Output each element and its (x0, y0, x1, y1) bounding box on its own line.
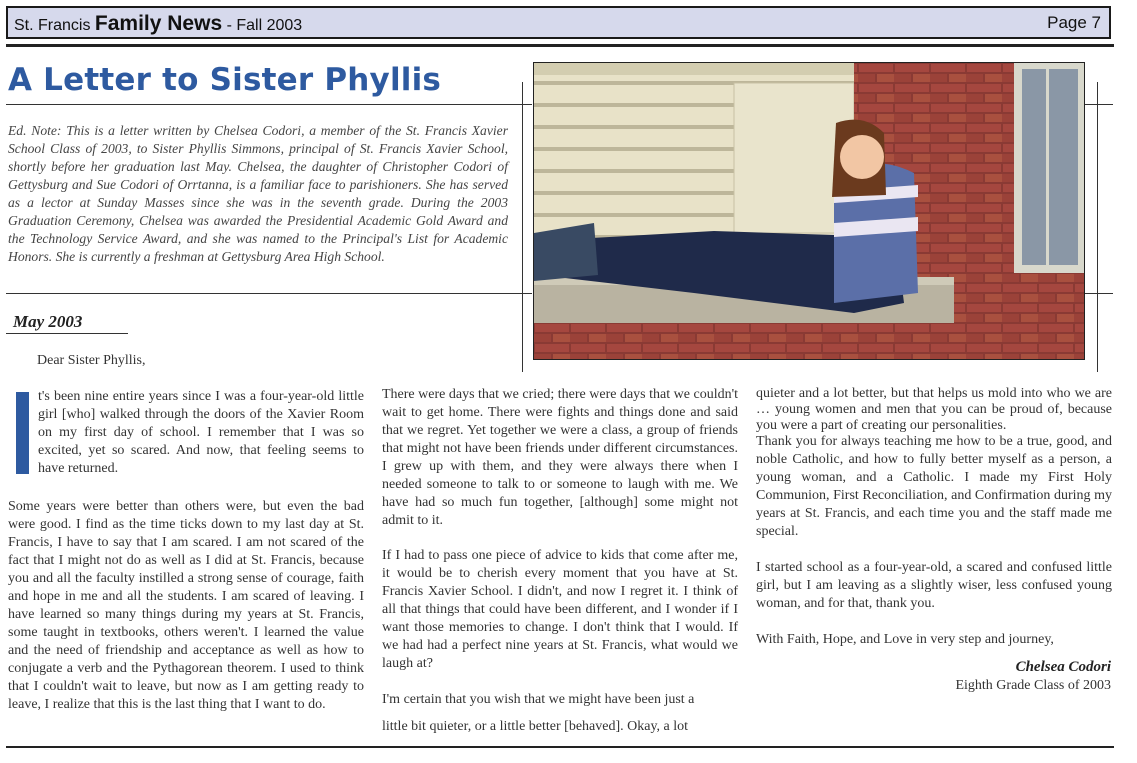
column3-paragraph2: Thank you for always teaching me how to be a true, good, and noble Catholic, and how to fully better myself as a person, a young woman, and a Catholic. I made my First Holy Communion, First Reconciliation, and Confirmation during my years at St. Francis, and each time you and the staff made me special. (756, 434, 1112, 539)
photo-crop-mark-top (1085, 104, 1113, 105)
column1-paragraph2: Some years were better than others were, but even the bad were good. I find as the time ticks down to my last day at St. Francis, I have to say that I am scared. I am not scared of the fact that I might not do as well as I did at St. Francis, because you and all the faculty instilled a strong sense of courage, faith and hope in me and all the students. I am scared of leaving. I have learned so many things during my years at St. Francis, some taught in textbooks, others weren't. I learned the value and the need of friendship and acceptance as well as how to conjugate a verb and the Pythagorean theorem. I used to think that I couldn't wait to leave, but now as I am getting ready to leave, I realize that this is the last thing that I want to do. (8, 499, 364, 712)
page-header (6, 6, 1111, 39)
column2-paragraph1: There were days that we cried; there were days that we couldn't wait to get home. There were fights and things done and said that we regret. Yet together we were a class, a group of friends that might not have been friends under different circumstances. I grew up with them, and they were always there when I needed someone to talk to or someone to laugh with me. We have had so much fun together, [although] some might not admit to it. (382, 387, 738, 528)
letter-date: May 2003 (13, 312, 83, 331)
publication-prefix: St. Francis (14, 17, 95, 34)
drop-cap-bar (16, 392, 29, 474)
column1-paragraph1: t's been nine entire years since I was a four-year-old little girl [who] walked through the doors of the Xavier Room on my first day of school. I remember that I was so excited, yet so scared. And now, that feeling seems to have returned. (38, 389, 364, 476)
header-rule (6, 44, 1114, 47)
column2-paragraph2: If I had to pass one piece of advice to kids that come after me, it would be to cherish every moment that you have at St. Francis Xavier School. I didn't, and now I regret it. I think of all that things that could have been different, and I wonder if I want those memories to change. I don't think that I would. If we had had a perfect nine years at St. Francis, what would we laugh at? (382, 548, 738, 671)
photo-crop-mark-right (1097, 82, 1098, 372)
publication-title (14, 12, 302, 36)
column3-paragraph3: I started school as a four-year-old, a scared and confused little girl, but I am leaving as a slightly wiser, less confused young woman, and for that, thank you. (756, 560, 1112, 611)
student-photo (533, 62, 1085, 360)
salutation: Dear Sister Phyllis, (37, 353, 146, 368)
photo-crop-mark-left (522, 82, 523, 372)
column3-paragraph4: With Faith, Hope, and Love in very step and journey, (756, 632, 1054, 647)
issue-label: - Fall 2003 (222, 17, 303, 34)
signature-class: Eighth Grade Class of 2003 (955, 678, 1111, 693)
footer-rule (6, 746, 1114, 748)
photo-illustration (534, 63, 1085, 360)
headline-rule (6, 104, 532, 105)
page-number: Page 7 (1047, 13, 1101, 32)
column2-paragraph3-line2: little bit quieter, or a little better [behaved]. Okay, a lot (382, 719, 689, 734)
page-title: A Letter to Sister Phyllis (8, 62, 442, 98)
date-rule (6, 333, 128, 334)
publication-name: Family News (94, 12, 223, 35)
column3-paragraph1: quieter and a lot better, but that helps us mold into who we are … young women and men that you can be proud of, because you were a part of creating our personalities. (756, 386, 1112, 433)
editor-note: Ed. Note: This is a letter written by Chelsea Codori, a member of the St. Francis Xavier School Class of 2003, to Sister Phyllis Simmons, principal of St. Francis Xavier School, shortly before her graduation last May. Chelsea, the daughter of Christopher Codori of Gettysburg and Sue Codori of Orrtanna, is a familiar face to parishioners. She has served as a lector at Sunday Masses since she was in the seventh grade. During the 2003 Graduation Ceremony, Chelsea was awarded the Presidential Academic Gold Award and the Technology Service Award, and she was named to the Principal's List for Academic Honors. She is currently a freshman at Gettysburg Area High School. (8, 123, 508, 264)
editor-note-rule (6, 293, 532, 294)
column2-paragraph3-line1: I'm certain that you wish that we might have been just a (382, 692, 695, 707)
signature-name: Chelsea Codori (1015, 659, 1111, 675)
photo-crop-mark-bottom (1085, 293, 1113, 294)
